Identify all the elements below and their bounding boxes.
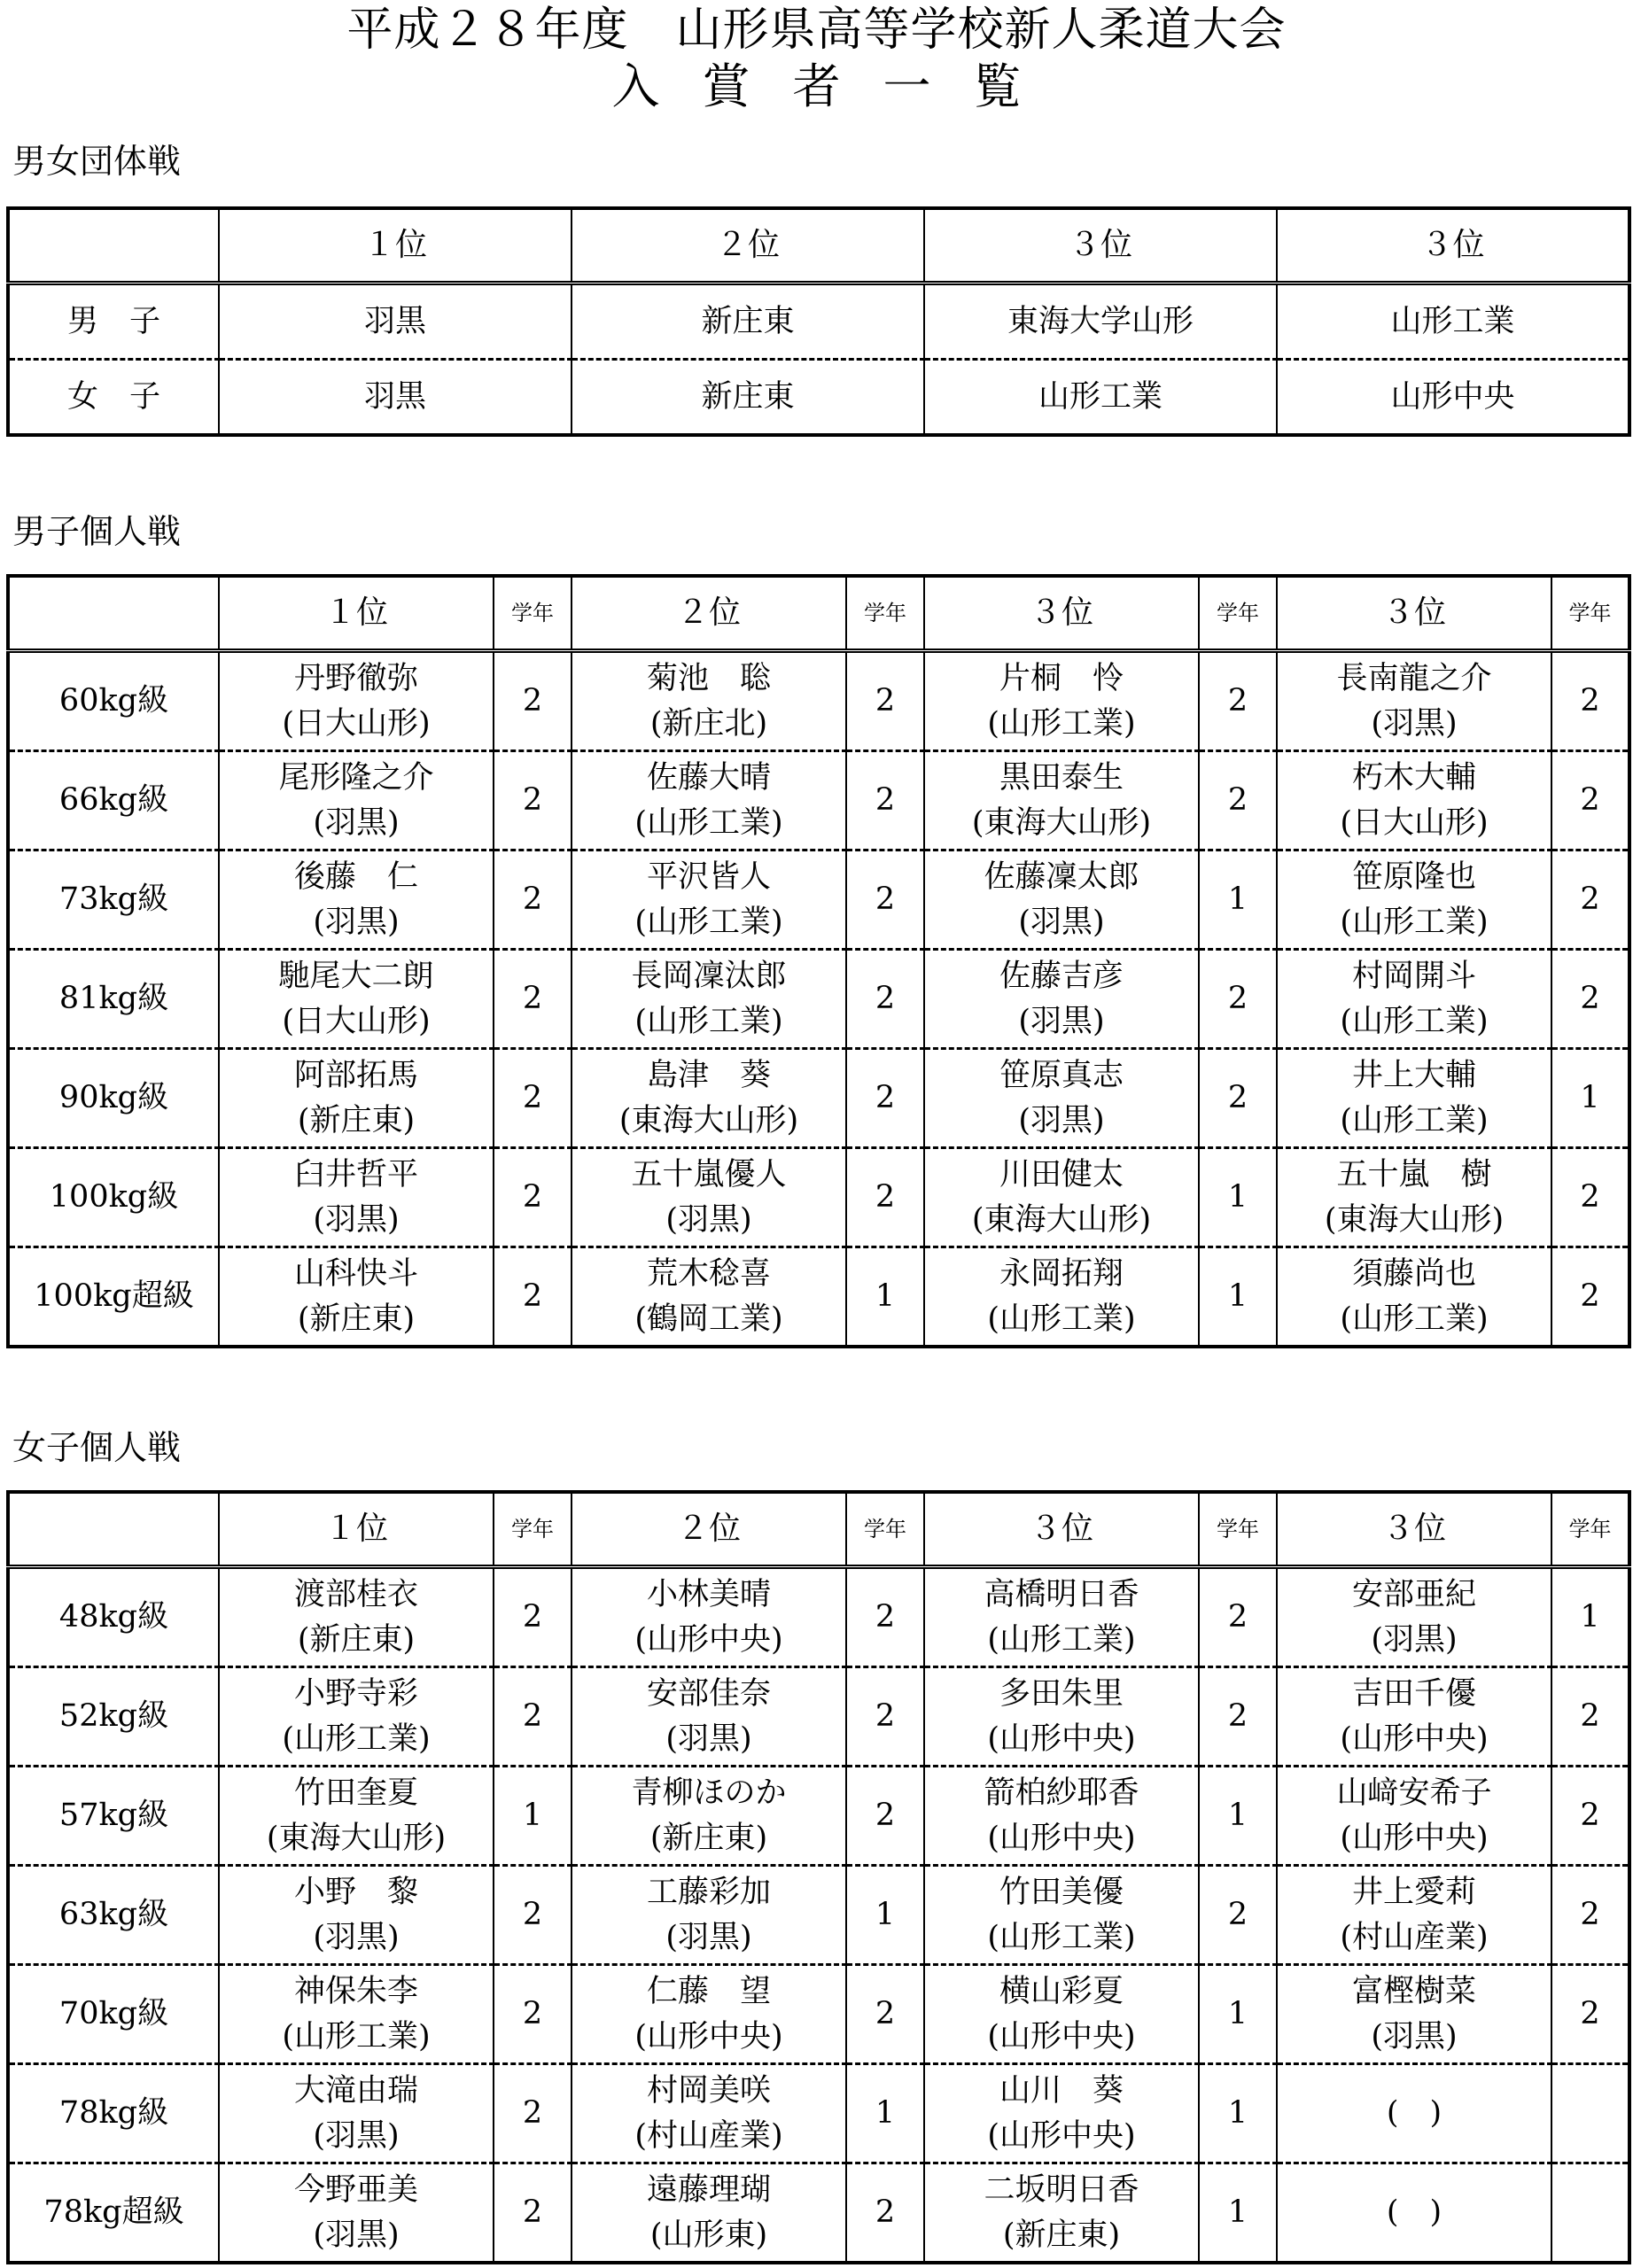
athlete-name: 小林美晴 (646, 1576, 771, 1612)
athlete-name: 工藤彩加 (646, 1874, 771, 1910)
table-row (8, 1866, 1629, 1965)
grade-cell (1551, 2064, 1629, 2163)
header-grade: 学年 (846, 576, 924, 651)
place-cell (924, 1667, 1199, 1767)
table-row (8, 1148, 1629, 1247)
school-name: (山形工業) (987, 1621, 1136, 1658)
school-name: (羽黒) (313, 804, 400, 841)
grade-cell: 2 (1199, 651, 1277, 751)
athlete-name: 荒木稔喜 (646, 1255, 771, 1292)
place-cell (572, 751, 846, 850)
school-name: (東海大山形) (971, 804, 1152, 841)
weight-class: 48kg級 (8, 1567, 219, 1667)
school-name: ( ) (1386, 2194, 1442, 2231)
school-name: (羽黒) (313, 1201, 400, 1238)
table-row (8, 850, 1629, 950)
school-name: (東海大山形) (1324, 1201, 1505, 1238)
school-name: (新庄東) (297, 1301, 416, 1337)
grade-cell: 2 (1551, 1767, 1629, 1866)
header-corner (8, 1492, 219, 1567)
header-grade: 学年 (1199, 576, 1277, 651)
school-name: (羽黒) (1371, 2018, 1458, 2054)
athlete-name: 五十嵐優人 (631, 1156, 787, 1192)
school-name: (羽黒) (1018, 1102, 1105, 1138)
athlete-name: 阿部拓馬 (293, 1057, 418, 1093)
grade-cell: 2 (846, 651, 924, 751)
weight-class: 70kg級 (8, 1965, 219, 2064)
place-cell (219, 1767, 494, 1866)
school-name: (山形工業) (987, 1919, 1136, 1955)
grade-cell: 2 (494, 950, 572, 1049)
school-name: (新庄東) (297, 1102, 416, 1138)
grade-cell: 2 (1199, 1667, 1277, 1767)
grade-cell: 2 (494, 2163, 572, 2264)
grade-cell: 1 (1199, 1148, 1277, 1247)
school-name: (羽黒) (665, 1720, 752, 1757)
page-title: 平成２８年度 山形県高等学校新人柔道大会 (346, 4, 1287, 57)
place-cell (219, 2064, 494, 2163)
school-name: (日大山形) (282, 1003, 431, 1039)
grade-cell: 2 (846, 1567, 924, 1667)
grade-cell: 2 (1551, 1667, 1629, 1767)
place-cell (219, 1049, 494, 1148)
team-header-3rd-a: ３位 (924, 208, 1277, 284)
header-grade: 学年 (494, 576, 572, 651)
team-place-3b: 山形工業 (1277, 284, 1629, 360)
grade-cell: 1 (494, 1767, 572, 1866)
table-row (8, 2064, 1629, 2163)
athlete-name: 笹原真志 (999, 1057, 1124, 1093)
school-name: (羽黒) (313, 1919, 400, 1955)
place-cell (1277, 950, 1551, 1049)
athlete-name: 永岡拓翔 (999, 1255, 1124, 1292)
school-name: (山形東) (649, 2217, 768, 2253)
team-place-3a: 山形工業 (924, 360, 1277, 436)
team-header-corner (8, 208, 219, 284)
place-cell (572, 1667, 846, 1767)
weight-class: 73kg級 (8, 850, 219, 950)
place-cell (572, 1866, 846, 1965)
school-name: ( ) (1386, 2095, 1442, 2132)
page-subtitle: 入賞者一覧 (611, 58, 1064, 114)
header-grade: 学年 (1551, 1492, 1629, 1567)
place-cell (1277, 1247, 1551, 1348)
athlete-name: 仁藤 望 (646, 1973, 771, 2009)
athlete-name: 渡部桂衣 (293, 1576, 418, 1612)
school-name: (羽黒) (313, 2217, 400, 2253)
table-row (8, 751, 1629, 850)
weight-class: 100kg級 (8, 1148, 219, 1247)
athlete-name: 二坂明日香 (984, 2171, 1139, 2208)
athlete-name: 尾形隆之介 (278, 759, 434, 796)
place-cell (219, 1667, 494, 1767)
team-header-2nd: ２位 (572, 208, 924, 284)
table-row (8, 284, 1629, 360)
grade-cell: 2 (846, 1148, 924, 1247)
athlete-name: 丹野徹弥 (293, 660, 418, 696)
grade-cell: 1 (1199, 1965, 1277, 2064)
school-name: (山形工業) (987, 705, 1136, 742)
grade-cell: 2 (1199, 1866, 1277, 1965)
athlete-name: 富樫樹菜 (1351, 1973, 1476, 2009)
weight-class: 78kg超級 (8, 2163, 219, 2264)
table-row (8, 1247, 1629, 1348)
grade-cell: 2 (494, 1965, 572, 2064)
athlete-name: 長南龍之介 (1336, 660, 1492, 696)
weight-class: 60kg級 (8, 651, 219, 751)
place-cell (219, 1567, 494, 1667)
school-name: (羽黒) (665, 1919, 752, 1955)
place-cell (219, 1148, 494, 1247)
athlete-name: 横山彩夏 (999, 1973, 1124, 2009)
table-row (8, 1767, 1629, 1866)
athlete-name: 朽木大輔 (1351, 759, 1476, 796)
place-cell (1277, 1667, 1551, 1767)
weight-class: 66kg級 (8, 751, 219, 850)
team-header-1st: １位 (219, 208, 572, 284)
school-name: (山形工業) (634, 1003, 783, 1039)
school-name: (山形工業) (282, 1720, 431, 1757)
girls-header-row (8, 1492, 1629, 1567)
athlete-name: 佐藤大晴 (646, 759, 771, 796)
header-1st: １位 (219, 576, 494, 651)
header-3rd-a: ３位 (924, 1492, 1199, 1567)
weight-class: 57kg級 (8, 1767, 219, 1866)
team-header-3rd-b: ３位 (1277, 208, 1629, 284)
school-name: (東海大山形) (971, 1201, 1152, 1238)
grade-cell: 1 (1199, 1767, 1277, 1866)
school-name: (山形工業) (1340, 1003, 1489, 1039)
place-cell (572, 1247, 846, 1348)
athlete-name: 遠藤理瑚 (646, 2171, 771, 2208)
place-cell (219, 950, 494, 1049)
table-row (8, 1965, 1629, 2064)
grade-cell: 2 (846, 1049, 924, 1148)
place-cell (572, 1049, 846, 1148)
place-cell (1277, 1049, 1551, 1148)
grade-cell: 2 (1551, 751, 1629, 850)
boys-header-row (8, 576, 1629, 651)
athlete-name: 山科快斗 (293, 1255, 418, 1292)
team-place-2: 新庄東 (572, 284, 924, 360)
grade-cell: 1 (846, 1247, 924, 1348)
team-place-3a: 東海大学山形 (924, 284, 1277, 360)
grade-cell: 2 (846, 1667, 924, 1767)
weight-class: 63kg級 (8, 1866, 219, 1965)
grade-cell: 2 (1199, 1049, 1277, 1148)
school-name: (羽黒) (1018, 904, 1105, 940)
grade-cell: 2 (1199, 950, 1277, 1049)
school-name: (山形中央) (1340, 1820, 1489, 1856)
grade-cell: 2 (846, 850, 924, 950)
place-cell (219, 1965, 494, 2064)
school-name: (新庄東) (649, 1820, 768, 1856)
school-name: (村山産業) (634, 2117, 783, 2154)
place-cell (219, 1247, 494, 1348)
school-name: (羽黒) (1018, 1003, 1105, 1039)
school-name: (山形中央) (987, 2018, 1136, 2054)
school-name: (山形工業) (634, 904, 783, 940)
athlete-name: 平沢皆人 (646, 858, 771, 895)
team-place-1: 羽黒 (219, 360, 572, 436)
athlete-name: 山川 葵 (999, 2072, 1124, 2109)
weight-class: 81kg級 (8, 950, 219, 1049)
grade-cell: 1 (1199, 1247, 1277, 1348)
grade-cell: 1 (846, 2064, 924, 2163)
grade-cell: 2 (494, 1049, 572, 1148)
team-section-label: 男女団体戦 (12, 142, 182, 181)
athlete-name: 井上大輔 (1351, 1057, 1476, 1093)
team-results-table (6, 206, 1631, 437)
grade-cell: 2 (1551, 850, 1629, 950)
grade-cell: 2 (1551, 950, 1629, 1049)
place-cell (924, 751, 1199, 850)
place-cell (1277, 1567, 1551, 1667)
header-corner (8, 576, 219, 651)
place-cell (219, 751, 494, 850)
place-cell (924, 2163, 1199, 2264)
school-name: (山形工業) (1340, 1301, 1489, 1337)
athlete-name: 大滝由瑞 (293, 2072, 418, 2109)
school-name: (東海大山形) (266, 1820, 447, 1856)
place-cell (924, 1049, 1199, 1148)
grade-cell: 2 (494, 751, 572, 850)
weight-class: 78kg級 (8, 2064, 219, 2163)
athlete-name: 青柳ほのか (631, 1775, 787, 1811)
place-cell (1277, 2163, 1551, 2264)
school-name: (山形中央) (987, 1720, 1136, 1757)
school-name: (山形中央) (987, 2117, 1136, 2154)
athlete-name: 片桐 怜 (999, 660, 1124, 696)
athlete-name: 吉田千優 (1351, 1675, 1476, 1712)
place-cell (924, 1567, 1199, 1667)
grade-cell: 2 (1551, 1247, 1629, 1348)
table-row (8, 360, 1629, 436)
table-row (8, 1667, 1629, 1767)
header-2nd: ２位 (572, 1492, 846, 1567)
school-name: (山形工業) (634, 804, 783, 841)
athlete-name: 高橋明日香 (984, 1576, 1139, 1612)
place-cell (1277, 1148, 1551, 1247)
place-cell (924, 950, 1199, 1049)
grade-cell: 2 (494, 2064, 572, 2163)
grade-cell: 2 (846, 1965, 924, 2064)
athlete-name: 臼井哲平 (293, 1156, 418, 1192)
athlete-name: 神保朱李 (293, 1973, 418, 2009)
header-grade: 学年 (1551, 576, 1629, 651)
grade-cell: 2 (1551, 651, 1629, 751)
place-cell (572, 1148, 846, 1247)
athlete-name: 菊池 聡 (646, 660, 771, 696)
place-cell (1277, 1767, 1551, 1866)
school-name: (羽黒) (313, 2117, 400, 2154)
place-cell (924, 2064, 1199, 2163)
school-name: (羽黒) (313, 904, 400, 940)
athlete-name: 五十嵐 樹 (1336, 1156, 1492, 1192)
grade-cell: 2 (1199, 751, 1277, 850)
header-grade: 学年 (1199, 1492, 1277, 1567)
grade-cell: 2 (1199, 1567, 1277, 1667)
place-cell (924, 1148, 1199, 1247)
place-cell (1277, 1866, 1551, 1965)
school-name: (羽黒) (665, 1201, 752, 1238)
header-grade: 学年 (846, 1492, 924, 1567)
athlete-name: 長岡凜汰郎 (631, 958, 787, 994)
athlete-name: 箭柏紗耶香 (984, 1775, 1139, 1811)
athlete-name: 佐藤吉彦 (999, 958, 1124, 994)
place-cell (1277, 751, 1551, 850)
athlete-name: 小野寺彩 (293, 1675, 418, 1712)
grade-cell: 2 (494, 1667, 572, 1767)
place-cell (1277, 2064, 1551, 2163)
athlete-name: 後藤 仁 (293, 858, 418, 895)
place-cell (924, 651, 1199, 751)
grade-cell: 1 (1199, 2163, 1277, 2264)
school-name: (新庄東) (1002, 2217, 1121, 2253)
athlete-name: 安部佳奈 (646, 1675, 771, 1712)
grade-cell: 1 (1551, 1049, 1629, 1148)
girls-section-label: 女子個人戦 (12, 1428, 182, 1467)
school-name: (日大山形) (1340, 804, 1489, 841)
athlete-name: 黒田泰生 (999, 759, 1124, 796)
school-name: (山形工業) (1340, 1102, 1489, 1138)
place-cell (1277, 850, 1551, 950)
place-cell (572, 1567, 846, 1667)
header-1st: １位 (219, 1492, 494, 1567)
place-cell (924, 850, 1199, 950)
grade-cell: 2 (1551, 1148, 1629, 1247)
grade-cell (1551, 2163, 1629, 2264)
grade-cell: 2 (846, 2163, 924, 2264)
place-cell (572, 1767, 846, 1866)
boys-section-label: 男子個人戦 (12, 512, 182, 551)
weight-class: 100kg超級 (8, 1247, 219, 1348)
grade-cell: 2 (494, 1247, 572, 1348)
athlete-name: 島津 葵 (646, 1057, 771, 1093)
school-name: (山形工業) (1340, 904, 1489, 940)
school-name: (東海大山形) (618, 1102, 799, 1138)
athlete-name: 村岡美咲 (646, 2072, 771, 2109)
team-place-3b: 山形中央 (1277, 360, 1629, 436)
school-name: (鶴岡工業) (634, 1301, 783, 1337)
school-name: (山形工業) (987, 1301, 1136, 1337)
place-cell (1277, 651, 1551, 751)
grade-cell: 2 (494, 1866, 572, 1965)
athlete-name: 小野 黎 (293, 1874, 418, 1910)
weight-class: 52kg級 (8, 1667, 219, 1767)
team-place-1: 羽黒 (219, 284, 572, 360)
boys-results-table (6, 574, 1631, 1348)
place-cell (572, 2163, 846, 2264)
grade-cell: 1 (1199, 2064, 1277, 2163)
place-cell (924, 1866, 1199, 1965)
athlete-name: 須藤尚也 (1351, 1255, 1476, 1292)
grade-cell: 2 (494, 1567, 572, 1667)
school-name: (羽黒) (1371, 705, 1458, 742)
place-cell (572, 850, 846, 950)
school-name: (山形中央) (634, 2018, 783, 2054)
athlete-name: 馳尾大二朗 (278, 958, 434, 994)
athlete-name: 多田朱里 (999, 1675, 1124, 1712)
header-3rd-b: ３位 (1277, 576, 1551, 651)
place-cell (219, 850, 494, 950)
grade-cell: 2 (494, 1148, 572, 1247)
athlete-name: 川田健太 (999, 1156, 1124, 1192)
athlete-name: 今野亜美 (293, 2171, 418, 2208)
school-name: (山形中央) (1340, 1720, 1489, 1757)
place-cell (219, 651, 494, 751)
grade-cell: 2 (846, 1767, 924, 1866)
table-row (8, 950, 1629, 1049)
table-row (8, 2163, 1629, 2264)
school-name: (日大山形) (282, 705, 431, 742)
place-cell (219, 1866, 494, 1965)
athlete-name: 山﨑安希子 (1336, 1775, 1492, 1811)
athlete-name: 笹原隆也 (1351, 858, 1476, 895)
grade-cell: 2 (1551, 1866, 1629, 1965)
athlete-name: 竹田美優 (999, 1874, 1124, 1910)
grade-cell: 1 (1199, 850, 1277, 950)
place-cell (1277, 1965, 1551, 2064)
place-cell (924, 1767, 1199, 1866)
school-name: (山形工業) (282, 2018, 431, 2054)
header-3rd-a: ３位 (924, 576, 1199, 651)
team-place-2: 新庄東 (572, 360, 924, 436)
team-category: 男 子 (8, 284, 219, 360)
header-grade: 学年 (494, 1492, 572, 1567)
header-3rd-b: ３位 (1277, 1492, 1551, 1567)
school-name: (山形中央) (987, 1820, 1136, 1856)
place-cell (924, 1965, 1199, 2064)
place-cell (572, 950, 846, 1049)
place-cell (219, 2163, 494, 2264)
school-name: (新庄北) (649, 705, 768, 742)
team-header-row (8, 208, 1629, 284)
athlete-name: 佐藤凜太郎 (984, 858, 1139, 895)
header-2nd: ２位 (572, 576, 846, 651)
place-cell (572, 1965, 846, 2064)
grade-cell: 2 (846, 751, 924, 850)
athlete-name: 村岡開斗 (1351, 958, 1476, 994)
place-cell (924, 1247, 1199, 1348)
grade-cell: 1 (1551, 1567, 1629, 1667)
school-name: (山形中央) (634, 1621, 783, 1658)
team-category: 女 子 (8, 360, 219, 436)
school-name: (村山産業) (1340, 1919, 1489, 1955)
girls-results-table (6, 1490, 1631, 2264)
table-row (8, 1049, 1629, 1148)
school-name: (羽黒) (1371, 1621, 1458, 1658)
grade-cell: 2 (846, 950, 924, 1049)
school-name: (新庄東) (297, 1621, 416, 1658)
place-cell (572, 2064, 846, 2163)
grade-cell: 2 (494, 651, 572, 751)
grade-cell: 2 (494, 850, 572, 950)
table-row (8, 1567, 1629, 1667)
grade-cell: 2 (1551, 1965, 1629, 2064)
table-row (8, 651, 1629, 751)
place-cell (572, 651, 846, 751)
athlete-name: 井上愛莉 (1351, 1874, 1476, 1910)
weight-class: 90kg級 (8, 1049, 219, 1148)
athlete-name: 安部亜紀 (1351, 1576, 1476, 1612)
grade-cell: 1 (846, 1866, 924, 1965)
athlete-name: 竹田奎夏 (293, 1775, 418, 1811)
